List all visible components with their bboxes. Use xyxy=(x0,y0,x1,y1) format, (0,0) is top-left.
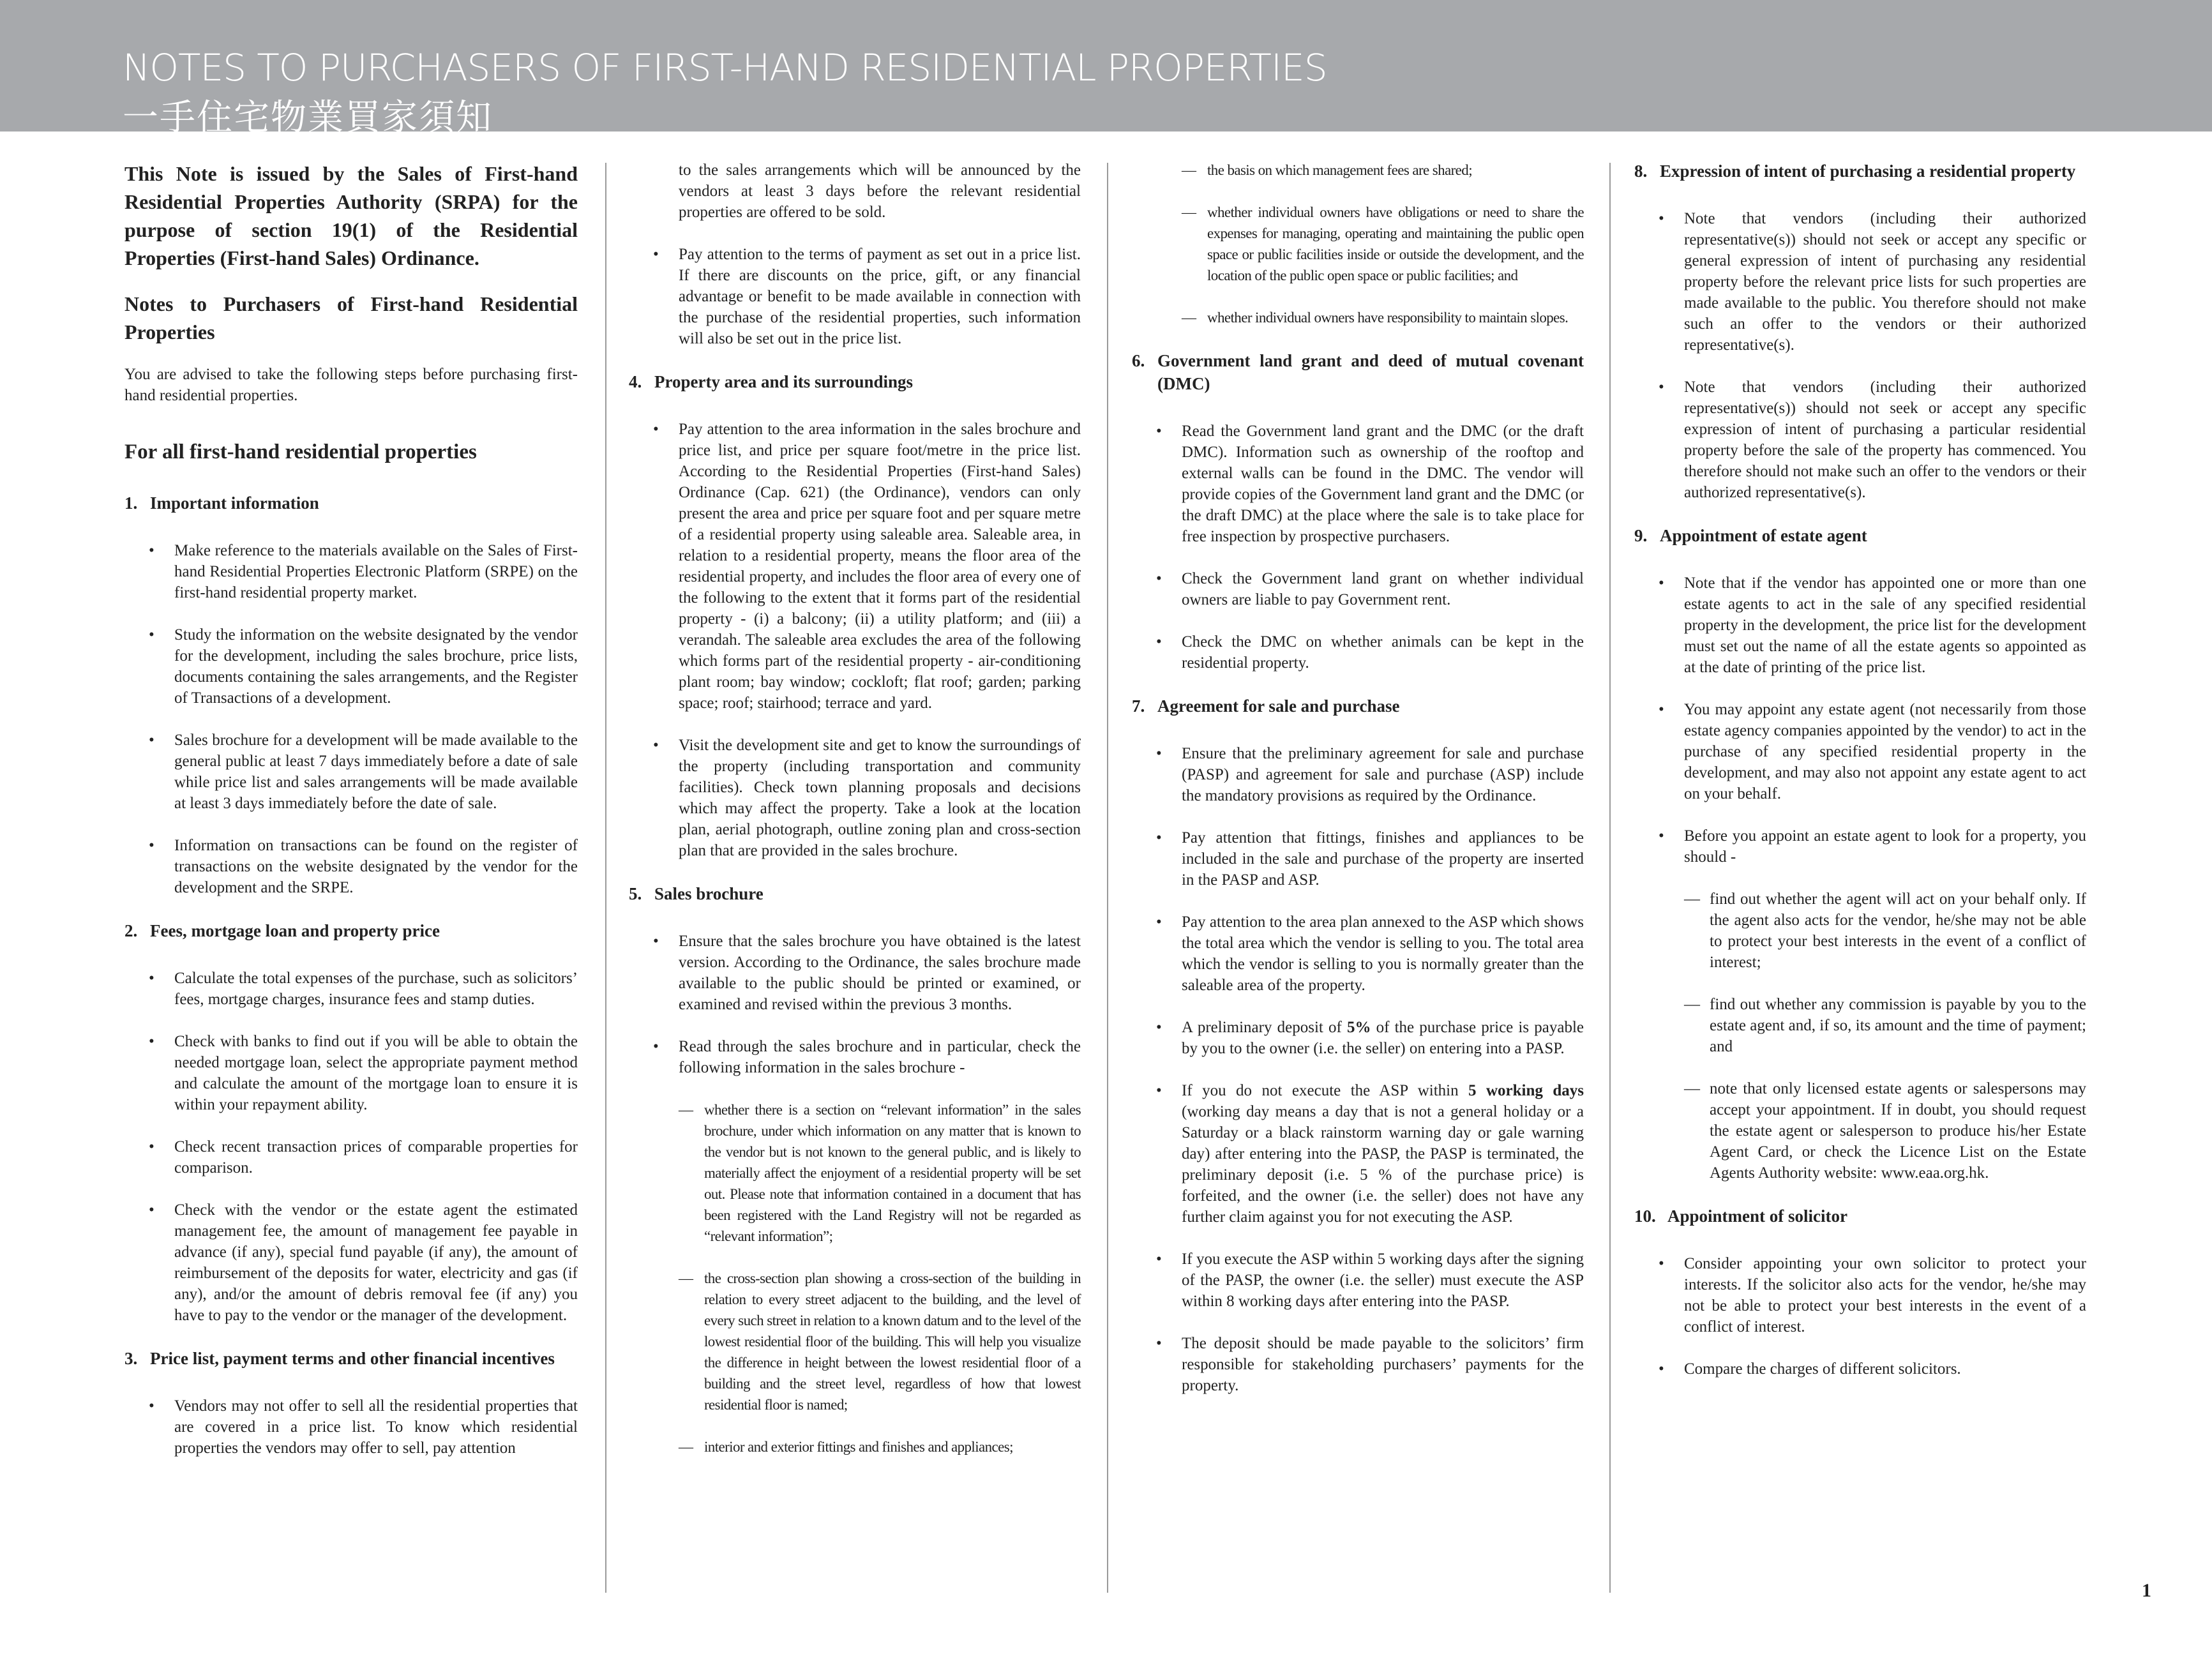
list-item xyxy=(124,835,578,898)
list-item-text: Make reference to the materials available on the Sales of First-hand Residential Properties Electronic Platform (SRPE) on the first-hand residential property market. xyxy=(174,542,578,601)
section-heading xyxy=(1634,160,2086,183)
bullet-marker: • xyxy=(1659,1360,1664,1378)
section-number: 7. xyxy=(1132,696,1145,716)
dash-marker: — xyxy=(1182,162,1196,178)
list-item-text: Check the DMC on whether animals can be kept in the residential property. xyxy=(1182,633,1584,672)
section-number: 6. xyxy=(1132,351,1145,370)
list-item-text: Pay attention that fittings, finishes and appliances to be included in the sale and purchase of the property are inserted in the PASP and ASP. xyxy=(1182,829,1584,889)
list-item xyxy=(1132,631,1584,673)
list-item-text: Before you appoint an estate agent to look for a property, you should - xyxy=(1684,827,2086,866)
dash-marker: — xyxy=(1182,310,1196,326)
section-title: Fees, mortgage loan and property price xyxy=(150,921,440,940)
list-item xyxy=(124,1395,578,1459)
list-item xyxy=(1132,568,1584,610)
bullet-marker: • xyxy=(149,970,154,987)
section-heading xyxy=(1634,524,2086,547)
section-number: 4. xyxy=(629,372,642,391)
section-title: Important information xyxy=(150,493,319,513)
bullet-marker: • xyxy=(1659,701,1664,718)
list-item xyxy=(124,624,578,709)
list-item xyxy=(629,244,1081,349)
bullet-marker: • xyxy=(1659,1255,1664,1272)
sub-list-item-text: find out whether any commission is payable by you to the estate agent and, if so, its amount and the time of payment; and xyxy=(1710,996,2086,1055)
section-number: 9. xyxy=(1634,526,1648,545)
page-number: 1 xyxy=(2142,1580,2151,1601)
bullet-marker: • xyxy=(1659,210,1664,227)
bullet-marker: • xyxy=(1156,745,1162,762)
text-run: of the purchase price is payable by you to the owner (i.e. the seller) on entering into a PASP. xyxy=(1182,1019,1584,1057)
list-item-text: If you execute the ASP within 5 working days after the signing of the PASP, the owner (i.e. the seller) must execute the ASP within 8 working days after entering into the PASP. xyxy=(1182,1251,1584,1310)
bullet-marker: • xyxy=(1156,423,1162,440)
sub-list-item xyxy=(1634,994,2086,1057)
page-title: NOTES TO PURCHASERS OF FIRST-HAND RESIDENTIAL PROPERTIES xyxy=(123,46,1327,89)
column-divider xyxy=(1107,163,1108,1593)
emphasis-text: 5 working days xyxy=(1468,1082,1584,1099)
list-item xyxy=(124,968,578,1010)
list-item xyxy=(1634,208,2086,356)
list-item-text: Pay attention to the area plan annexed to the ASP which shows the total area which the vendor is selling to you. The total area which the vendor is selling to you is normally greater than the saleable area of the property. xyxy=(1182,913,1584,994)
list-item-text: Note that vendors (including their authorized representative(s)) should not seek or accept any specific or general expression of intent of purchasing any residential property before the relevant price lists for such properties are made available to the public. You therefore should not make such an offer to the vendors or their authorized representative(s). xyxy=(1684,210,2086,354)
bullet-marker: • xyxy=(653,933,659,950)
list-item xyxy=(1132,743,1584,806)
section-number: 5. xyxy=(629,884,642,903)
bullet-marker: • xyxy=(149,1201,154,1219)
emphasis-text: 5% xyxy=(1346,1019,1371,1036)
section-group-heading: For all first-hand residential properties xyxy=(124,440,477,463)
list-item xyxy=(1132,1080,1584,1228)
sub-list-item-text: whether individual owners have responsibility to maintain slopes. xyxy=(1207,310,1569,326)
text-run: (working day means a day that is not a general holiday or a Saturday or a black rainstorm warning day or gale warning day) after entering into the PASP, the PASP is terminated, the preliminary deposit (i.e. 5 % of the purchase price) is forfeited, and the owner (i.e. the seller) does not have any further claim against you for not executing the ASP. xyxy=(1182,1103,1584,1226)
list-item xyxy=(124,540,578,603)
bullet-marker: • xyxy=(653,421,659,438)
sub-list-item-text: whether there is a section on “relevant information” in the sales brochure, under which information on any matter that is known to the vendor but is not known to the general public, and is likely to materially affect the enjoyment of a residential property will be set out. Please note that information contained in a document that has been registered with the Land Registry will not be regarded as “relevant information”; xyxy=(704,1102,1081,1244)
dash-marker: — xyxy=(1182,204,1196,220)
bullet-marker: • xyxy=(149,1397,154,1415)
list-item-text: Vendors may not offer to sell all the residential properties that are covered in a price list. To know which residential properties the vendors may offer to sell, pay attention xyxy=(174,1397,578,1457)
list-item xyxy=(629,1036,1081,1078)
section-heading xyxy=(1132,349,1584,395)
list-item-text: Pay attention to the area information in the sales brochure and price list, and price per square foot/metre in the price list. According to the Residential Properties (First-hand Sales) Ordinance (Cap. 621) (the Ordinance), vendors can only present the area and price per square foot and per square metre of a residential property using saleable area. Saleable area, in relation to a residential property, means the floor area of the residential property, and includes the floor area of every one of the following to the extent that it forms part of the residential property - (i) a balcony; (ii) a utility platform; and (iii) a verandah. The saleable area excludes the area of the following which forms part of the residential property - air-conditioning plant room; bay window; cockloft; flat roof; garden; parking space; roof; stairhood; terrace and yard. xyxy=(679,421,1081,712)
list-item xyxy=(1634,1253,2086,1337)
list-item-text: Read through the sales brochure and in particular, check the following information in the sales brochure - xyxy=(679,1038,1081,1076)
sub-list-item xyxy=(1132,307,1584,328)
sub-list-item-text: the basis on which management fees are shared; xyxy=(1207,162,1472,178)
column-3 xyxy=(1132,160,1584,1417)
section-heading xyxy=(1634,1205,2086,1228)
column-2 xyxy=(629,160,1081,1478)
bullet-marker: • xyxy=(149,732,154,749)
bullet-marker: • xyxy=(1156,1251,1162,1268)
section-number: 8. xyxy=(1634,162,1648,181)
list-item-text: You may appoint any estate agent (not necessarily from those estate agency companies appointed by the vendor) to act in the purchase of any specified residential property in the development, and may also not appoint any estate agent to act on your behalf. xyxy=(1684,701,2086,802)
bullet-marker: • xyxy=(653,246,659,263)
list-item-text: Compare the charges of different solicitors. xyxy=(1684,1360,1961,1378)
list-item-text: Note that if the vendor has appointed one or more than one estate agents to act in the sale of any specified residential property in the development, the price list for the development must set out the name of all the estate agents so appointed as at the date of printing of the price list. xyxy=(1684,575,2086,676)
notes-heading: Notes to Purchasers of First-hand Residential Properties xyxy=(124,292,578,343)
list-item-text: Calculate the total expenses of the purchase, such as solicitors’ fees, mortgage charges, insurance fees and stamp duties. xyxy=(174,970,578,1008)
section-title: Government land grant and deed of mutual covenant (DMC) xyxy=(1157,351,1584,393)
dash-marker: — xyxy=(1684,1080,1700,1097)
list-item-text: Pay attention to the terms of payment as set out in a price list. If there are discounts on the price, gift, or any financial advantage or benefit to be made available in connection with the purchase of the residential properties, such information will also be set out in the price list. xyxy=(679,246,1081,347)
sub-list-item xyxy=(1132,202,1584,286)
list-item xyxy=(629,931,1081,1015)
bullet-marker: • xyxy=(653,737,659,754)
sub-list-item xyxy=(1132,160,1584,181)
section-title: Agreement for sale and purchase xyxy=(1157,696,1400,716)
section-heading xyxy=(1132,695,1584,718)
bullet-marker: • xyxy=(1659,379,1664,396)
bullet-marker: • xyxy=(149,626,154,643)
text-run: If you do not execute the ASP within xyxy=(1182,1082,1469,1099)
bullet-marker: • xyxy=(149,542,154,559)
section-title: Price list, payment terms and other financial incentives xyxy=(150,1349,555,1368)
bullet-marker: • xyxy=(1156,1019,1162,1036)
list-item xyxy=(1132,1017,1584,1059)
bullet-marker: • xyxy=(1156,1335,1162,1352)
dash-marker: — xyxy=(1684,891,1700,908)
column-divider xyxy=(605,163,606,1593)
sub-list-item-text: the cross-section plan showing a cross-section of the building in relation to every street adjacent to the building, and the level of every such street in relation to a known datum and to the level of the lowest residential floor of the building. This will help you visualize the difference in height between the lowest residential floor of a building and the street level, regardless of how that lowest residential floor is named; xyxy=(704,1270,1081,1413)
list-item xyxy=(1132,1333,1584,1396)
list-item-text: Sales brochure for a development will be made available to the general public at least 7 days immediately before a date of sale while price list and sales arrangements will be made available at least 3 days immediately before the date of sale. xyxy=(174,732,578,812)
section-title: Property area and its surroundings xyxy=(654,372,914,391)
section-number: 3. xyxy=(124,1349,138,1368)
column-1 xyxy=(124,160,578,1480)
sub-list-item-text: interior and exterior fittings and finishes and appliances; xyxy=(704,1439,1013,1455)
list-item xyxy=(1132,827,1584,891)
bullet-marker: • xyxy=(1659,575,1664,592)
bullet-marker: • xyxy=(653,1038,659,1055)
sub-list-item xyxy=(1634,1078,2086,1184)
bullet-marker: • xyxy=(149,1138,154,1155)
list-item-text: Check recent transaction prices of comparable properties for comparison. xyxy=(174,1138,578,1177)
page-subtitle-chinese: 一手住宅物業買家須知 xyxy=(123,97,493,139)
header-banner xyxy=(0,0,2212,139)
section-title: Expression of intent of purchasing a residential property xyxy=(1660,162,2076,181)
list-item xyxy=(124,1199,578,1326)
sub-list-item xyxy=(629,1436,1081,1457)
section-number: 10. xyxy=(1634,1207,1656,1226)
section-heading xyxy=(124,1347,578,1370)
list-item xyxy=(1634,573,2086,678)
list-item xyxy=(1132,421,1584,547)
sub-list-item xyxy=(629,1099,1081,1247)
section-title: Sales brochure xyxy=(654,884,764,903)
list-item-text: Ensure that the preliminary agreement for sale and purchase (PASP) and agreement for sale and purchase (ASP) include the mandatory provisions as required by the Ordinance. xyxy=(1182,745,1584,804)
list-item-text: Study the information on the website designated by the vendor for the development, including the sales brochure, price lists, documents containing the sales arrangements, and the Register of Transactions of a development. xyxy=(174,626,578,707)
list-item-continuation: to the sales arrangements which will be announced by the vendors at least 3 days before the relevant residential properties are offered to be sold. xyxy=(679,162,1081,221)
list-item-text: Note that vendors (including their authorized representative(s)) should not seek or accept any specific expression of intent of purchasing a particular residential property before the sale of the property has commenced. You therefore should not make such an offer to the vendors or their authorized representative(s). xyxy=(1684,379,2086,501)
bullet-marker: • xyxy=(1156,829,1162,846)
list-item-text: Ensure that the sales brochure you have obtained is the latest version. According to the Ordinance, the sales brochure made available to the public should be printed or examined, or examined and revised within the previous 3 months. xyxy=(679,933,1081,1013)
section-heading xyxy=(629,370,1081,393)
list-item-text: Consider appointing your own solicitor to protect your interests. If the solicitor also acts for the vendor, he/she may not be able to protect your best interests in the event of a conflict of interest. xyxy=(1684,1255,2086,1335)
list-item-text: The deposit should be made payable to the solicitors’ firm responsible for stakeholding purchasers’ payments for the property. xyxy=(1182,1335,1584,1394)
section-title: Appointment of solicitor xyxy=(1667,1207,1847,1226)
bullet-marker: • xyxy=(1156,570,1162,587)
section-number: 2. xyxy=(124,921,138,940)
list-item xyxy=(124,1136,578,1178)
list-item-text xyxy=(1182,1017,1584,1059)
bullet-marker: • xyxy=(1156,913,1162,931)
section-title: Appointment of estate agent xyxy=(1660,526,1867,545)
dash-marker: — xyxy=(679,1270,693,1286)
list-item-text: Read the Government land grant and the DMC (or the draft DMC). Information such as ownership of the rooftop and external walls can be found in the DMC. The vendor will provide copies of the Government land grant and the DMC (or the draft DMC) at the place where the sale is to take place for free inspection by prospective purchasers. xyxy=(1182,423,1584,545)
list-item xyxy=(1634,1358,2086,1380)
text-run: A preliminary deposit of xyxy=(1182,1019,1347,1036)
list-item xyxy=(124,1031,578,1115)
dash-marker: — xyxy=(679,1439,693,1455)
list-item xyxy=(124,730,578,814)
intro-statement: This Note is issued by the Sales of First-hand Residential Properties Authority (SRPA) for the purpose of section 19(1) of the Residential Properties (First-hand Sales) Ordinance. xyxy=(124,162,578,269)
list-item xyxy=(1132,912,1584,996)
list-item-text: Check with the vendor or the estate agent the estimated management fee, the amount of management fee payable in advance (if any), special fund payable (if any), the amount of reimbursement of the deposits for water, electricity and gas (if any), and/or the amount of debris removal fee (if any) you have to pay to the vendor or the manager of the development. xyxy=(174,1201,578,1324)
advice-paragraph: You are advised to take the following steps before purchasing first-hand residential properties. xyxy=(124,366,578,404)
section-heading xyxy=(124,919,578,942)
list-item xyxy=(629,419,1081,714)
list-item-text: Check with banks to find out if you will be able to obtain the needed mortgage loan, select the appropriate payment method and calculate the amount of the mortgage loan to ensure it is within your repayment ability. xyxy=(174,1033,578,1113)
list-item xyxy=(629,735,1081,861)
sub-list-item-text: find out whether the agent will act on your behalf only. If the agent also acts for the vendor, he/she may not be able to protect your best interests in the event of a conflict of interest; xyxy=(1710,891,2086,971)
dash-marker: — xyxy=(1684,996,1700,1013)
bullet-marker: • xyxy=(1659,827,1664,845)
bullet-marker: • xyxy=(1156,633,1162,650)
list-item xyxy=(1634,377,2086,503)
sub-list-item xyxy=(629,1268,1081,1415)
list-item xyxy=(1634,699,2086,804)
dash-marker: — xyxy=(679,1102,693,1118)
section-number: 1. xyxy=(124,493,138,513)
list-item xyxy=(1634,825,2086,868)
list-item-text: Check the Government land grant on whether individual owners are liable to pay Government rent. xyxy=(1182,570,1584,608)
list-item-text xyxy=(1182,1080,1584,1228)
column-divider xyxy=(1609,163,1611,1593)
bullet-marker: • xyxy=(149,837,154,854)
list-item-text: Visit the development site and get to know the surroundings of the property (including transportation and community facilities). Check town planning proposals and decisions which may affect the property. Take a look at the location plan, aerial photograph, outline zoning plan and cross-section plan that are provided in the sales brochure. xyxy=(679,737,1081,859)
sub-list-item-text: note that only licensed estate agents or salespersons may accept your appointment. If in doubt, you should request the estate agent or salesperson to produce his/her Estate Agent Card, or check the Licence List on the Estate Agents Authority website: www.eaa.org.hk. xyxy=(1710,1080,2086,1182)
bullet-marker: • xyxy=(149,1033,154,1050)
section-heading xyxy=(124,492,578,515)
section-heading xyxy=(629,882,1081,905)
sub-list-item-text: whether individual owners have obligations or need to share the expenses for managing, operating and maintaining the public open space or public facilities inside or outside the development, and the location of the public open space or public facilities; and xyxy=(1207,204,1584,283)
bullet-marker: • xyxy=(1156,1082,1162,1099)
list-item xyxy=(1132,1249,1584,1312)
list-item-text: Information on transactions can be found on the register of transactions on the website designated by the vendor for the development and the SRPE. xyxy=(174,837,578,896)
column-4 xyxy=(1634,160,2086,1401)
sub-list-item xyxy=(1634,889,2086,973)
